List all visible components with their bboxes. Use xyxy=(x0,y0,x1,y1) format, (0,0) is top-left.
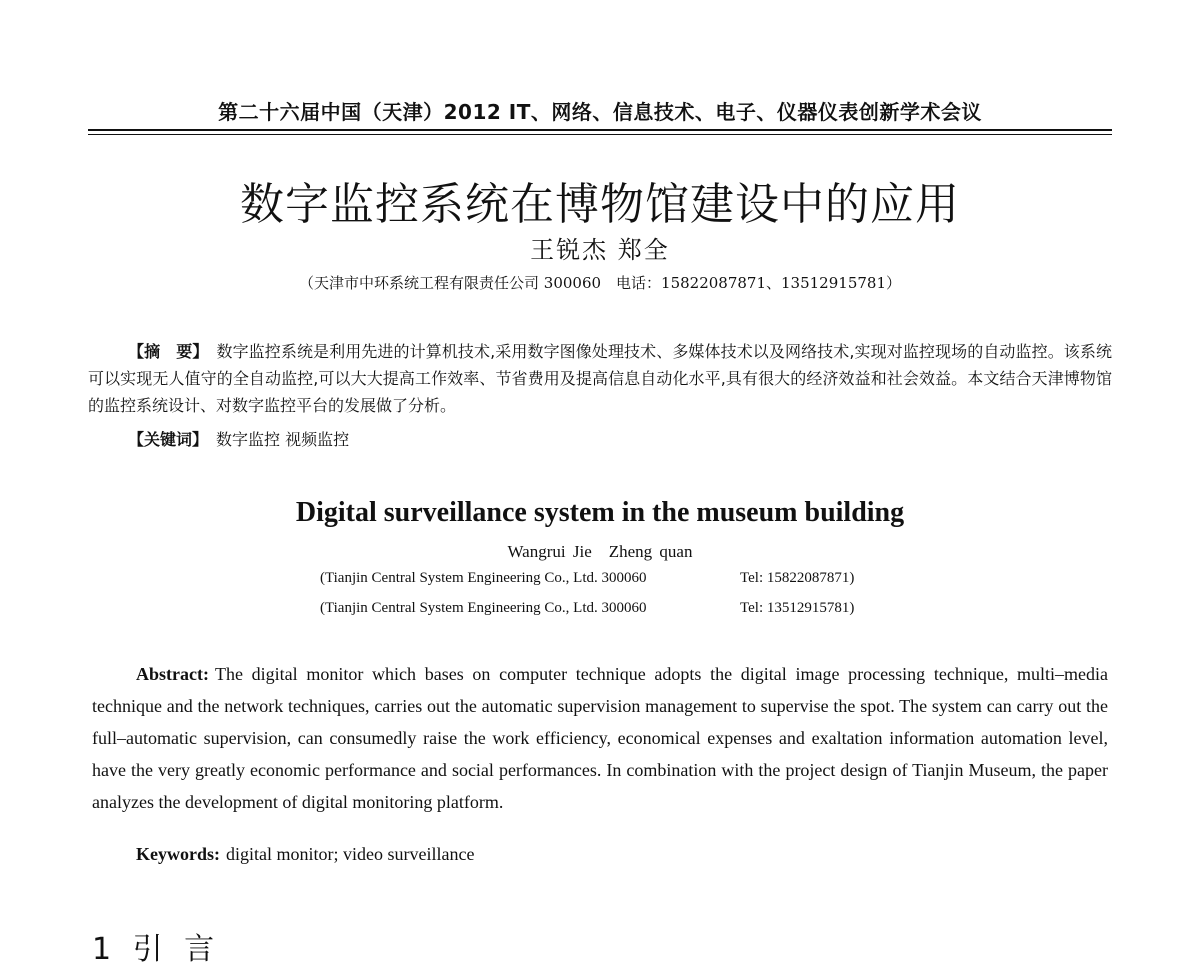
chinese-title: 数字监控系统在博物馆建设中的应用 xyxy=(240,179,960,230)
affiliation-tel: Tel: 15822087871) xyxy=(740,570,855,586)
chinese-keywords xyxy=(128,427,349,450)
english-keywords-text: digital monitor; video surveillance xyxy=(226,844,475,864)
english-title: Digital surveillance system in the museum building xyxy=(295,497,905,528)
english-affiliation-1 xyxy=(320,570,855,587)
header-rule-thin xyxy=(88,134,1112,135)
chinese-abstract-text: 数字监控系统是利用先进的计算机技术,采用数字图像处理技术、多媒体技术以及网络技术,实现对监控现场的自动监控。该系统可以实现无人值守的全自动监控,可以大大提高工作效率、节省费用及提高信息自动化水平,具有很大的经济效益和社会效益。本文结合天津博物馆的监控系统设计、对数字监控平台的发展做了分析。 xyxy=(88,342,1112,415)
chinese-affiliation: （天津市中环系统工程有限责任公司 300060 电话：15822087871、13512915781） xyxy=(299,274,901,292)
affiliation-tel: Tel: 13512915781) xyxy=(740,600,855,616)
english-keywords-label: Keywords: xyxy=(136,844,220,864)
english-keywords xyxy=(136,844,474,865)
chinese-abstract-label: 【摘 要】 xyxy=(128,342,209,361)
affiliation-org: (Tianjin Central System Engineering Co., Ltd. 300060 xyxy=(320,600,647,616)
english-abstract-text: The digital monitor which bases on computer technique adopts the digital image processing technique, multi–media technique and the network techniques, carries out the automatic supervision management to supervise the spot. The system can carry out the full–automatic supervision, can consumedly raise the work efficiency, economical expenses and exaltation information automation level, have the very greatly economic performance and social performances. In combination with the project design of Tianjin Museum, the paper analyzes the development of digital monitoring platform. xyxy=(92,664,1108,812)
section-heading-introduction: 1 引 言 xyxy=(92,932,221,967)
header-rule-thick xyxy=(88,129,1112,131)
english-abstract xyxy=(92,658,1108,818)
conference-header: 第二十六届中国（天津）2012 IT、网络、信息技术、电子、仪器仪表创新学术会议 xyxy=(218,100,982,124)
english-abstract-label: Abstract: xyxy=(136,664,209,684)
chinese-keywords-text: 数字监控 视频监控 xyxy=(216,430,350,449)
english-authors: Wangrui Jie Zheng quan xyxy=(507,542,693,561)
chinese-abstract xyxy=(88,338,1112,419)
chinese-authors: 王锐杰 郑全 xyxy=(530,236,670,264)
affiliation-org: (Tianjin Central System Engineering Co., Ltd. 300060 xyxy=(320,570,647,586)
chinese-keywords-label: 【关键词】 xyxy=(128,430,209,449)
english-affiliation-2 xyxy=(320,600,855,617)
